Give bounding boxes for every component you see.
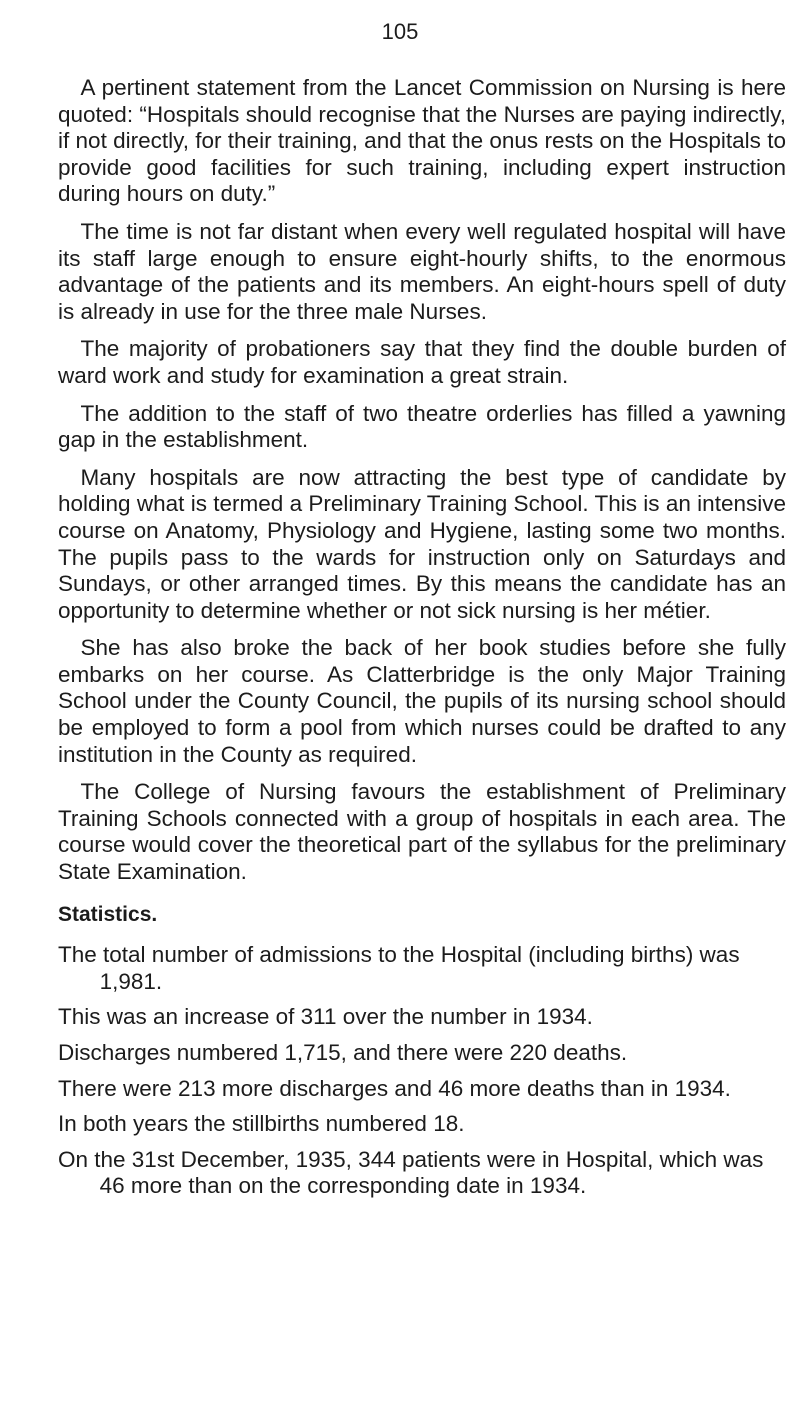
statistics-item-comparison: There were 213 more discharges and 46 more deaths than in 1934. [58,1075,731,1101]
paragraph-preliminary-training-school: Many hospitals are now attracting the best type of candidate by holding what is termed a Preliminary Training School. This is an intensive course on Anatomy, Physiology and Hygiene, lasting some two months. The pupils pass to the wards for instruction only on Saturdays and Sundays, or other arranged times. By this means the candidate has an opportunity to determine whether or not sick nursing is her métier. [58,464,786,623]
statistics-item-admissions: The total number of admissions to the Hospital (including births) was 1,981. [58,942,740,994]
paragraph-probationers: The majority of probationers say that they find the double burden of ward work and study for examination a great strain. [58,336,786,388]
statistics-item-patients-in-hospital: On the 31st December, 1935, 344 patients were in Hospital, which was 46 more than on the corresponding date in 1934. [58,1146,764,1199]
paragraph-college-of-nursing: The College of Nursing favours the establishment of Preliminary Training Schools connected with a group of hospitals in each area. The course would cover the theoretical part of the syllabus for the preliminary State Examination. [58,779,786,885]
paragraph-clatterbridge: She has also broke the back of her book studies before she fully embarks on her course. As Clatterbridge is the only Major Training School under the County Council, the pupils of its nursing school should be employed to form a pool from which nurses could be drafted to any institution in the County as required. [58,635,786,767]
page-number: 105 [381,19,419,44]
statistics-item-increase: This was an increase of 311 over the number in 1934. [58,1004,593,1030]
statistics-item-stillbirths: In both years the stillbirths numbered 18. [58,1111,465,1137]
paragraph-theatre-orderlies: The addition to the staff of two theatre orderlies has filled a yawning gap in the establishment. [58,400,786,453]
statistics-heading: Statistics. [58,902,158,926]
paragraph-lancet-commission: A pertinent statement from the Lancet Commission on Nursing is here quoted: “Hospitals should recognise that the Nurses are paying indirectly, if not directly, for their training, and that the onus rests on the Hospitals to provide good facilities for such training, including expert instruction during hours on duty.” [58,75,786,207]
paragraph-eight-hour-shifts: The time is not far distant when every well regulated hospital will have its staff large enough to ensure eight-hourly shifts, to the enormous advantage of the patients and its members. An eight-hours spell of duty is already in use for the three male Nurses. [58,218,786,324]
statistics-item-discharges: Discharges numbered 1,715, and there were 220 deaths. [58,1040,628,1065]
body-text [58,75,786,1209]
